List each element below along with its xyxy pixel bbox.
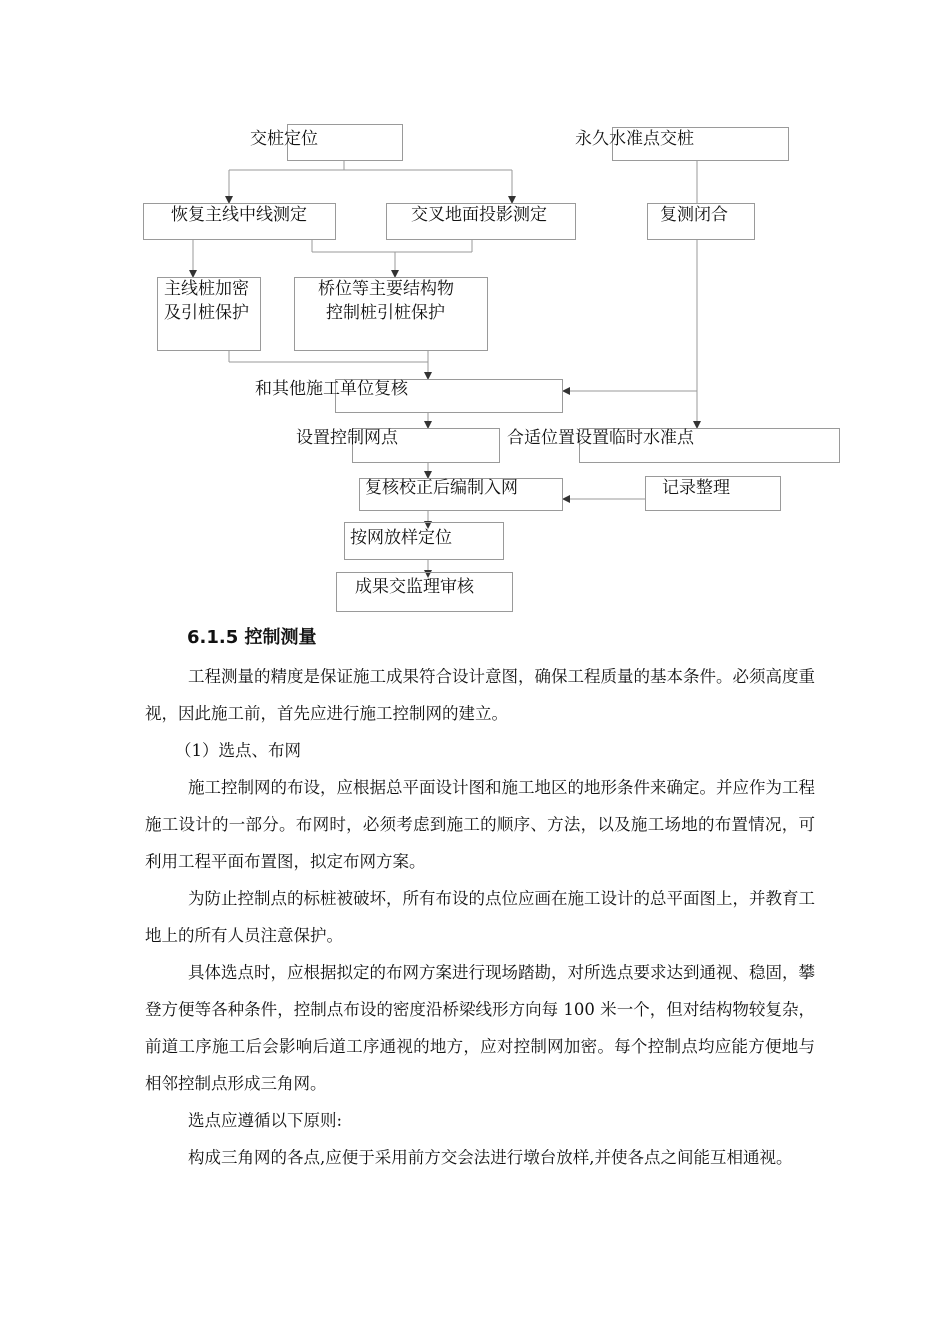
label-jilu-zhengli: 记录整理 (662, 478, 730, 498)
label-qiaowei-line1: 桥位等主要结构物 (318, 279, 454, 299)
label-qiaowei-line2: 控制桩引桩保护 (326, 303, 445, 323)
label-zhuxianzhuang-line2: 及引桩保护 (164, 303, 249, 323)
paragraph-protection: 为防止控制点的标桩被破坏，所有布设的点位应画在施工设计的总平面图上，并教育工地上的所有人员注意保护。 (145, 889, 815, 945)
label-qita-danwei: 和其他施工单位复核 (255, 379, 408, 399)
label-chengguo-jiao: 成果交监理审核 (355, 577, 474, 597)
label-heshi-weizhi: 合适位置设置临时水准点 (507, 428, 694, 448)
label-fuhe-jiaozheng: 复核校正后编制入网 (365, 478, 518, 498)
flowchart (0, 0, 950, 620)
label-fuce-bihe: 复测闭合 (660, 205, 728, 225)
paragraph-intro: 工程测量的精度是保证施工成果符合设计意图，确保工程质量的基本条件。必须高度重视，因此施工前，首先应进行施工控制网的建立。 (145, 667, 815, 723)
label-huifu-zhuxian: 恢复主线中线测定 (171, 205, 307, 225)
label-jiaocha-dimian: 交叉地面投影测定 (411, 205, 547, 225)
label-zhuxianzhuang-line1: 主线桩加密 (164, 279, 249, 299)
paragraph-selection: 具体选点时，应根据拟定的布网方案进行现场踏勘，对所选点要求达到通视、稳固，攀登方便等各种条件，控制点布设的密度沿桥梁线形方向每 100 米一个，但对结构物较复杂，前道工序施工后会影响后道工序通视的地方，应对控制网加密。每个控制点均应能方便地与相邻控制点形成三角网。 (145, 963, 815, 1093)
section-heading: 6.1.5 控制测量 (187, 627, 317, 648)
paragraph-triangle: 构成三角网的各点,应便于采用前方交会法进行墩台放样,并使各点之间能互相通视。 (188, 1148, 793, 1167)
paragraph-subheading: （1）选点、布网 (175, 741, 301, 760)
label-yongjiu-shuizhun: 永久水准点交桩 (575, 129, 694, 149)
label-anwang-fangyang: 按网放样定位 (350, 528, 452, 548)
label-jiaozhuang-dingwei: 交桩定位 (250, 129, 318, 149)
paragraph-principles: 选点应遵循以下原则: (188, 1111, 343, 1130)
paragraph-layout: 施工控制网的布设，应根据总平面设计图和施工地区的地形条件来确定。并应作为工程施工设计的一部分。布网时，必须考虑到施工的顺序、方法，以及施工场地的布置情况，可利用工程平面布置图，拟定布网方案。 (145, 778, 815, 871)
label-shezhi-kongzhi: 设置控制网点 (296, 428, 398, 448)
